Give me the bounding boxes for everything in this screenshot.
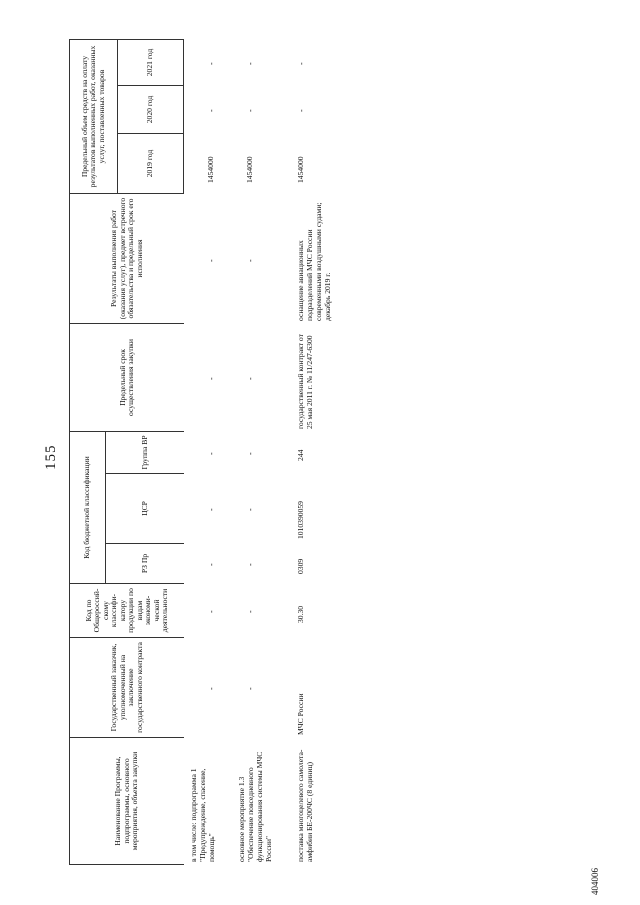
header-2021: 2021 год (117, 39, 184, 86)
row2-2019: 1454000 (245, 156, 254, 183)
row3-rzpr: 0309 (296, 558, 305, 574)
header-deadline: Предельный срок осуществления закупки (69, 324, 184, 432)
row2-2020: - (246, 109, 255, 112)
row1-name: в том числе: подпрограмма 1 "Предупреждение, спасение, помощь" (189, 768, 216, 862)
row3-deadline: государственный контракт от 25 мая 2011 г. № 11/247-6300 (296, 334, 314, 429)
row2-deadline: - (246, 377, 255, 380)
row3-results: оснащение авиационных подразделений МЧС России современными воздушными судами; декабрь 2019 г. (296, 202, 332, 321)
row1-csr: - (207, 508, 216, 511)
row2-results: - (246, 259, 255, 262)
row2-csr: - (246, 508, 255, 511)
row2-customer: - (246, 687, 255, 690)
row1-rzpr: - (207, 563, 216, 566)
row1-customer: - (207, 687, 216, 690)
row2-2021: - (246, 62, 255, 65)
row3-2020: - (297, 109, 306, 112)
header-okved: Код по Общероссий-скому классифи-катору продукции по видам экономи-ческой деятельности (69, 584, 184, 638)
header-rzpr: РЗ Пр (105, 544, 184, 584)
header-vr: Группа ВР (105, 432, 184, 474)
row3-vr: 244 (296, 449, 305, 461)
header-name: Наименование Программы, подпрограммы, основного мероприятия, объекта закупки (69, 738, 184, 865)
row3-2021: - (297, 62, 306, 65)
row1-vr: - (207, 452, 216, 455)
row3-csr: 1010390059 (296, 501, 305, 539)
header-csr: ЦСР (105, 474, 184, 544)
row2-okved: - (246, 610, 255, 613)
row1-okved: - (207, 610, 216, 613)
row3-customer: МЧС России (296, 693, 305, 735)
row1-2020: - (207, 109, 216, 112)
row3-okved: 30.30 (296, 605, 305, 623)
header-2020: 2020 год (117, 86, 184, 134)
row2-rzpr: - (246, 563, 255, 566)
header-amount: Предельный объем средств на оплату результатов выполненных работ, оказанных услуг, поставленных товаров (69, 39, 117, 194)
page-number: 155 (43, 444, 59, 470)
row1-2019: 1454000 (206, 156, 215, 183)
row1-results: - (207, 259, 216, 262)
header-results: Результаты выполнения работ (оказания услуг), предмет встречного обязательства и предельный срок его исполнения (69, 194, 184, 324)
row2-name: основное мероприятие 1.3 "Обеспечение повседневного функционирования системы МЧС России" (237, 751, 273, 862)
row3-name: поставка многоцелевого самолета-амфибии БЕ-200ЧС (8 единиц) (296, 749, 314, 862)
document-code: 404006 (590, 868, 600, 895)
row1-2021: - (207, 62, 216, 65)
row3-2019: 1454000 (296, 156, 305, 183)
row2-vr: - (246, 452, 255, 455)
row1-deadline: - (207, 377, 216, 380)
header-kbk: Код бюджетной классификации (69, 432, 105, 584)
header-2019: 2019 год (117, 134, 184, 194)
header-customer: Государственный заказчик, уполномоченный на заключение государственного контракта (69, 638, 184, 738)
